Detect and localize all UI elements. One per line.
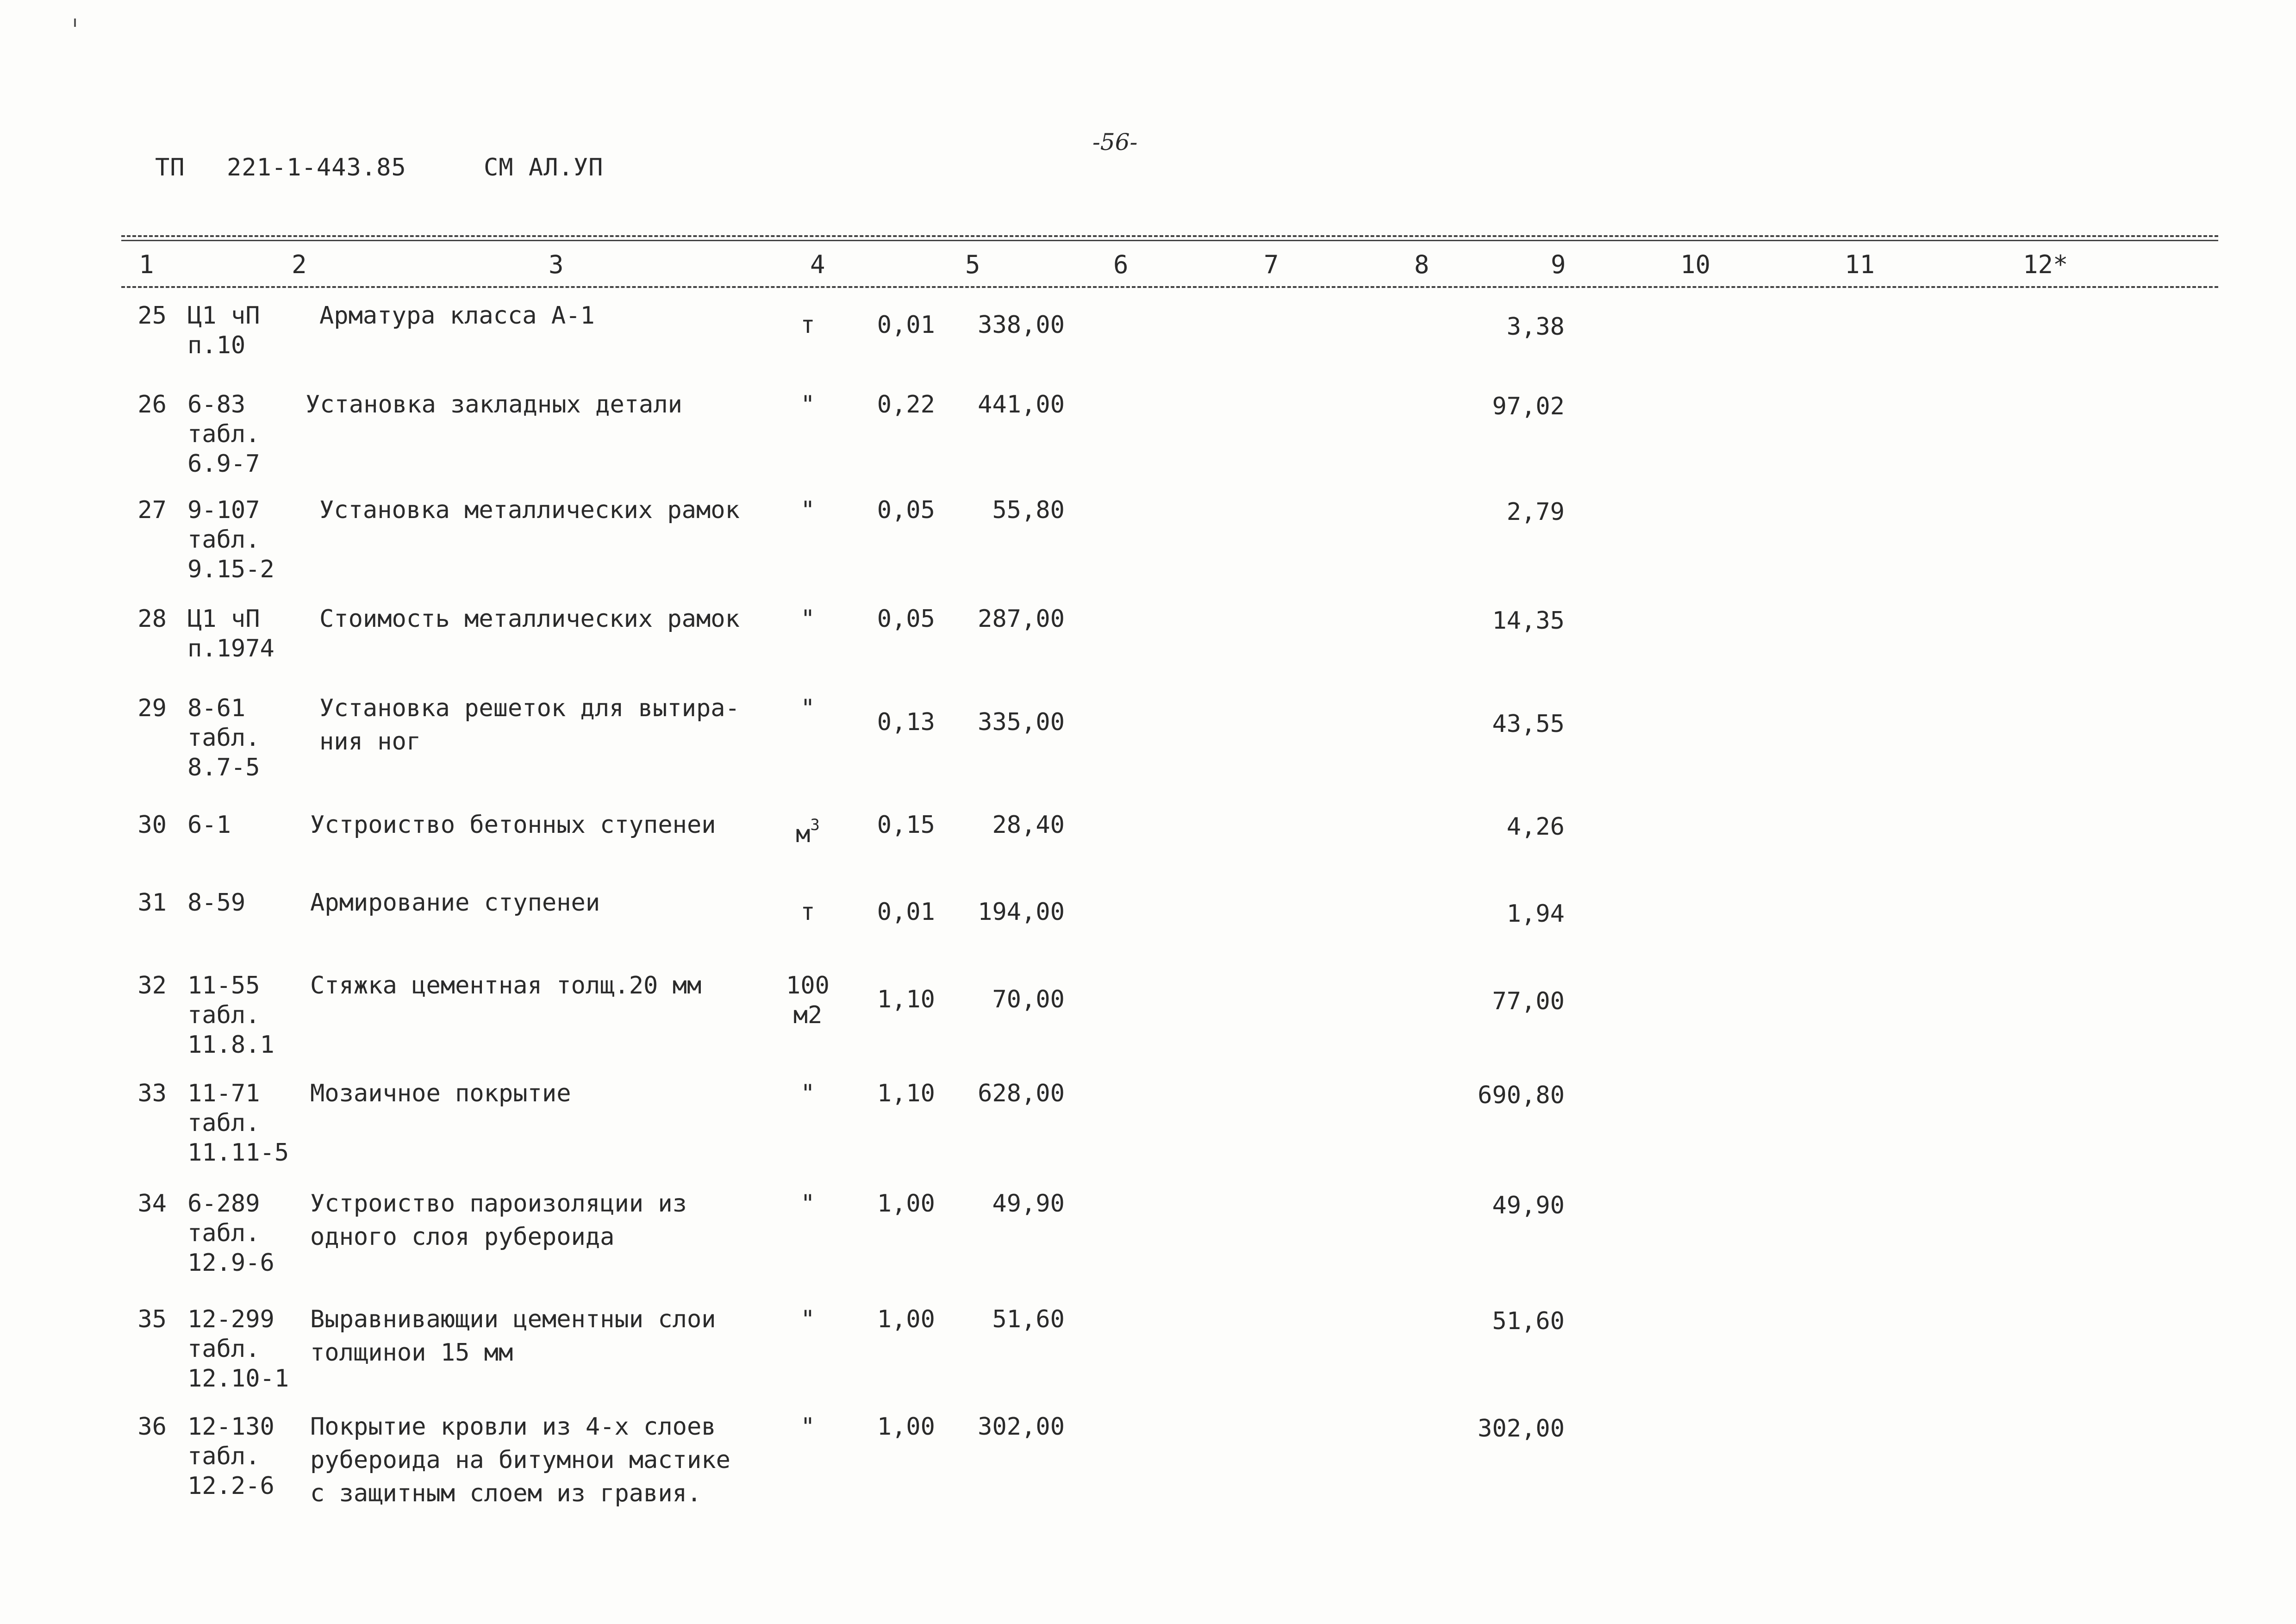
work-description-line: Установка решеток для вытира- bbox=[319, 694, 740, 722]
norm-code-line: табл. bbox=[187, 1109, 260, 1137]
norm-code-line: 8-61 bbox=[187, 694, 246, 722]
quantity-value: 0,05 bbox=[877, 605, 935, 633]
total-cost-value: 1,94 bbox=[1506, 900, 1565, 928]
work-description-line: Арматура класса А-1 bbox=[319, 302, 595, 330]
work-description-line: Покрытие кровли из 4-х слоев bbox=[310, 1413, 716, 1441]
norm-code-line: 6.9-7 bbox=[187, 450, 260, 478]
row-number: 25 bbox=[137, 302, 167, 330]
column-number: 5 bbox=[965, 250, 980, 279]
norm-code-line: табл. bbox=[187, 724, 260, 752]
row-number: 28 bbox=[137, 605, 167, 633]
row-number: 35 bbox=[137, 1305, 167, 1333]
quantity-value: 1,10 bbox=[877, 986, 935, 1013]
total-cost-value: 14,35 bbox=[1492, 607, 1565, 635]
unit-price-value: 338,00 bbox=[978, 311, 1065, 339]
work-description-line: рубероида на битумнои мастике bbox=[310, 1446, 730, 1474]
unit-of-measure: " bbox=[800, 391, 815, 418]
work-description-line: ния ног bbox=[319, 728, 421, 756]
unit-price-value: 51,60 bbox=[992, 1305, 1065, 1333]
unit-of-measure: " bbox=[800, 496, 815, 524]
unit-price-value: 70,00 bbox=[992, 986, 1065, 1013]
quantity-value: 0,05 bbox=[877, 496, 935, 524]
norm-code-line: 9-107 bbox=[187, 496, 260, 524]
unit-price-value: 628,00 bbox=[978, 1080, 1065, 1107]
norm-code-line: 12.9-6 bbox=[187, 1249, 275, 1277]
norm-code-line: 12-130 bbox=[187, 1413, 275, 1441]
unit-price-value: 441,00 bbox=[978, 391, 1065, 418]
norm-code-line: п.10 bbox=[187, 331, 246, 359]
quantity-value: 1,00 bbox=[877, 1190, 935, 1218]
work-description-line: Стоимость металлических рамок bbox=[319, 605, 740, 633]
norm-code-line: 9.15-2 bbox=[187, 556, 275, 583]
norm-code-line: табл. bbox=[187, 1443, 260, 1470]
row-number: 30 bbox=[137, 811, 167, 839]
unit-of-measure: м2 bbox=[793, 1001, 823, 1029]
work-description-line: с защитным слоем из гравия. bbox=[310, 1480, 702, 1507]
norm-code-line: 6-83 bbox=[187, 391, 246, 418]
norm-code-line: 12.10-1 bbox=[187, 1365, 289, 1393]
table-top-rule-inner bbox=[121, 240, 2218, 241]
work-description-line: толщинои 15 мм bbox=[310, 1339, 513, 1367]
unit-of-measure: 100 bbox=[786, 972, 830, 999]
norm-code-line: 12.2-6 bbox=[187, 1472, 275, 1500]
norm-code-line: 6-1 bbox=[187, 811, 231, 839]
work-description-line: Армирование ступенеи bbox=[310, 889, 600, 917]
norm-code-line: табл. bbox=[187, 1001, 260, 1029]
row-number: 31 bbox=[137, 889, 167, 917]
norm-code-line: 11-71 bbox=[187, 1080, 260, 1107]
unit-price-value: 287,00 bbox=[978, 605, 1065, 633]
work-description-line: Устроиство бетонных ступенеи bbox=[310, 811, 716, 839]
column-number: 10 bbox=[1680, 250, 1711, 279]
unit-of-measure: " bbox=[800, 1305, 815, 1333]
norm-code-line: табл. bbox=[187, 420, 260, 448]
unit-price-value: 302,00 bbox=[978, 1413, 1065, 1441]
norm-code-line: 6-289 bbox=[187, 1190, 260, 1218]
table-top-rule bbox=[121, 235, 2218, 237]
norm-code-line: Ц1 чП bbox=[187, 302, 260, 330]
unit-of-measure: т bbox=[800, 898, 815, 926]
norm-code-line: п.1974 bbox=[187, 635, 275, 662]
unit-price-value: 55,80 bbox=[992, 496, 1065, 524]
work-description-line: одного слоя рубероида bbox=[310, 1223, 615, 1251]
work-description-line: Установка металлических рамок bbox=[319, 496, 740, 524]
row-number: 36 bbox=[137, 1413, 167, 1441]
work-description-line: Выравнивающии цементныи слои bbox=[310, 1305, 716, 1333]
total-cost-value: 77,00 bbox=[1492, 987, 1565, 1015]
page-number: -56- bbox=[1092, 129, 1138, 156]
total-cost-value: 43,55 bbox=[1492, 710, 1565, 738]
total-cost-value: 690,80 bbox=[1478, 1081, 1565, 1109]
doc-section: СМ АЛ.УП bbox=[484, 154, 604, 181]
total-cost-value: 3,38 bbox=[1506, 313, 1565, 341]
norm-code-line: 8.7-5 bbox=[187, 754, 260, 781]
scan-mark bbox=[74, 19, 76, 27]
total-cost-value: 97,02 bbox=[1492, 393, 1565, 420]
norm-code-line: Ц1 чП bbox=[187, 605, 260, 633]
row-number: 34 bbox=[137, 1190, 167, 1218]
quantity-value: 0,22 bbox=[877, 391, 935, 418]
unit-of-measure: $м^3$ bbox=[796, 816, 820, 848]
quantity-value: 0,01 bbox=[877, 898, 935, 926]
total-cost-value: 49,90 bbox=[1492, 1192, 1565, 1219]
quantity-value: 0,15 bbox=[877, 811, 935, 839]
column-number: 3 bbox=[549, 250, 564, 279]
work-description-line: Стяжка цементная толщ.20 мм bbox=[310, 972, 702, 999]
norm-code-line: 8-59 bbox=[187, 889, 246, 917]
row-number: 26 bbox=[137, 391, 167, 418]
unit-of-measure: " bbox=[800, 605, 815, 633]
work-description-line: Установка закладных детали bbox=[306, 391, 682, 418]
header-bottom-rule bbox=[121, 286, 2218, 288]
unit-of-measure: т bbox=[800, 311, 815, 339]
quantity-value: 1,00 bbox=[877, 1305, 935, 1333]
row-number: 32 bbox=[137, 972, 167, 999]
column-number: 8 bbox=[1414, 250, 1429, 279]
quantity-value: 0,13 bbox=[877, 708, 935, 736]
unit-of-measure: " bbox=[800, 1080, 815, 1107]
doc-prefix: ТП bbox=[155, 154, 185, 181]
column-number: 2 bbox=[292, 250, 307, 279]
row-number: 27 bbox=[137, 496, 167, 524]
unit-price-value: 335,00 bbox=[978, 708, 1065, 736]
work-description-line: Мозаичное покрытие bbox=[310, 1080, 571, 1107]
total-cost-value: 51,60 bbox=[1492, 1307, 1565, 1335]
column-number: 4 bbox=[810, 250, 825, 279]
quantity-value: 1,00 bbox=[877, 1413, 935, 1441]
norm-code-line: 11.8.1 bbox=[187, 1031, 275, 1059]
quantity-value: 0,01 bbox=[877, 311, 935, 339]
unit-superscript: 3 bbox=[810, 816, 820, 834]
quantity-value: 1,10 bbox=[877, 1080, 935, 1107]
unit-price-value: 194,00 bbox=[978, 898, 1065, 926]
total-cost-value: 302,00 bbox=[1478, 1415, 1565, 1443]
norm-code-line: табл. bbox=[187, 1335, 260, 1363]
unit-of-measure: " bbox=[800, 1413, 815, 1441]
column-number: 11 bbox=[1845, 250, 1875, 279]
column-number: 7 bbox=[1264, 250, 1279, 279]
row-number: 33 bbox=[137, 1080, 167, 1107]
column-number: 9 bbox=[1551, 250, 1566, 279]
total-cost-value: 2,79 bbox=[1506, 498, 1565, 526]
norm-code-line: 11-55 bbox=[187, 972, 260, 999]
norm-code-line: табл. bbox=[187, 526, 260, 554]
column-number: 6 bbox=[1113, 250, 1129, 279]
column-number: 1 bbox=[139, 250, 154, 279]
row-number: 29 bbox=[137, 694, 167, 722]
unit-price-value: 49,90 bbox=[992, 1190, 1065, 1218]
norm-code-line: табл. bbox=[187, 1219, 260, 1247]
norm-code-line: 12-299 bbox=[187, 1305, 275, 1333]
column-number: 12* bbox=[2023, 250, 2068, 279]
work-description-line: Устроиство пароизоляции из bbox=[310, 1190, 687, 1218]
doc-code: 221-1-443.85 bbox=[227, 154, 406, 181]
unit-of-measure: " bbox=[800, 1190, 815, 1218]
norm-code-line: 11.11-5 bbox=[187, 1139, 289, 1167]
total-cost-value: 4,26 bbox=[1506, 813, 1565, 841]
unit-price-value: 28,40 bbox=[992, 811, 1065, 839]
unit-of-measure: " bbox=[800, 694, 815, 722]
